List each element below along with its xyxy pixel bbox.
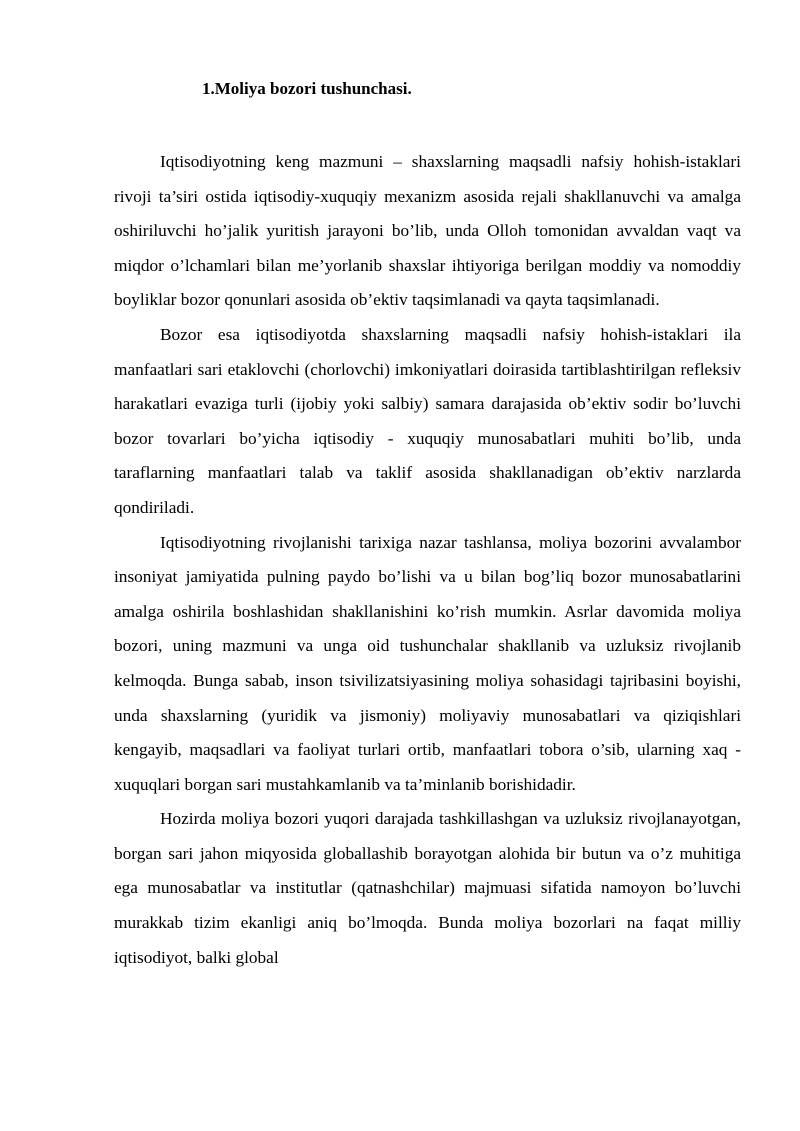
section-heading: 1.Moliya bozori tushunchasi. <box>202 79 412 98</box>
paragraph-4: Hozirda moliya bozori yuqori darajada tashkillashgan va uzluksiz rivojlanayotgan, borgan sari jahon miqyosida globallashib borayotgan alohida bir butun va o’z muhitiga ega munosabatlar va institutlar (qatnashchilar) majmuasi sifatida namoyon bo’luvchi murakkab tizim ekanligi aniq bo’lmoqda. Bunda moliya bozorlari na faqat milliy iqtisodiyot, balki global <box>114 809 741 967</box>
paragraph-1: Iqtisodiyotning keng mazmuni – shaxslarning maqsadli nafsiy hohish-istaklari rivoji ta’siri ostida iqtisodiy-xuquqiy mexanizm asosida rejali shakllanuvchi va amalga oshiriluvchi ho’jalik yuritish jarayoni bo’lib, unda Olloh tomonidan avvaldan vaqt va miqdor o’lchamlari bilan me’yorlanib shaxslar ihtiyoriga berilgan moddiy va nomoddiy boyliklar bozor qonunlari asosida ob’ektiv taqsimlanadi va qayta taqsimlanadi. <box>114 152 741 310</box>
paragraph-2: Bozor esa iqtisodiyotda shaxslarning maqsadli nafsiy hohish-istaklari ila manfaatlari sari etaklovchi (chorlovchi) imkoniyatlari doirasida tartiblashtirilgan refleksiv harakatlari evaziga turli (ijobiy yoki salbiy) samara darajasida ob’ektiv sodir bo’luvchi bozor tovarlari bo’yicha iqtisodiy - xuquqiy munosabatlari muhiti bo’lib, unda taraflarning manfaatlari talab va taklif asosida shakllanadigan ob’ektiv narzlarda qondiriladi. <box>114 324 741 517</box>
body-text <box>114 145 741 975</box>
paragraph-3: Iqtisodiyotning rivojlanishi tarixiga nazar tashlansa, moliya bozorini avvalambor insoniyat jamiyatida pulning paydo bo’lishi va u bilan bog’liq bozor munosabatlarini amalga oshirila boshlashidan shakllanishini ko’rish mumkin. Asrlar davomida moliya bozori, uning mazmuni va unga oid tushunchalar shakllanib va uzluksiz rivojlanib kelmoqda. Bunga sabab, inson tsivilizatsiyasining moliya sohasidagi tajribasini boyishi, unda shaxslarning (yuridik va jismoniy) moliyaviy munosabatlari va qiziqishlari kengayib, maqsadlari va faoliyat turlari ortib, manfaatlari tobora o’sib, ularning xaq - xuquqlari borgan sari mustahkamlanib va ta’minlanib borishidadir. <box>114 532 741 794</box>
